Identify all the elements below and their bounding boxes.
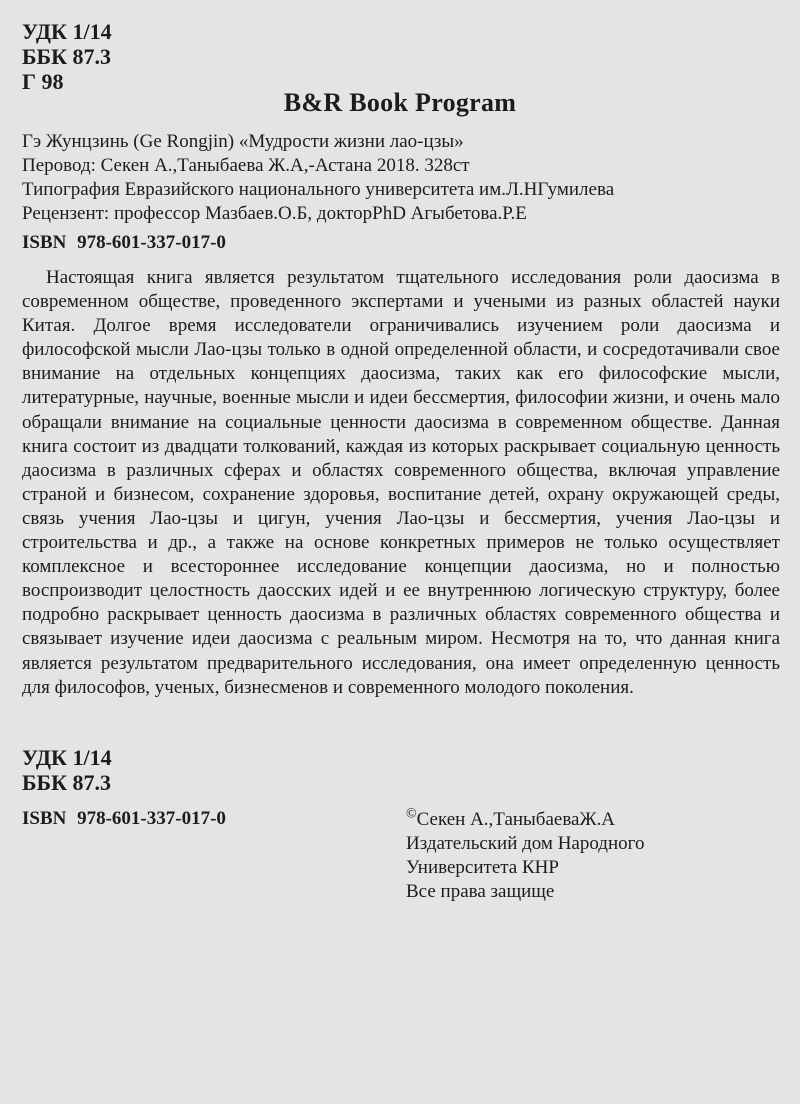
footer-classification-codes [22,745,112,795]
translation-line: Перовод: Секен А.,Таныбаева Ж.А,-Астана 2018. 328ст [22,155,470,176]
author-title-line: Гэ Жунцзинь (Ge Rongjin) «Мудрости жизни лао-цзы» [22,131,464,152]
footer-bbk-code: ББК 87.3 [22,770,112,795]
publisher-line: Издательский дом Народного [406,833,645,854]
copyright-holders: Секен А.,ТаныбаеваЖ.А [416,809,615,830]
udk-code: УДК 1/14 [22,19,112,44]
reviewer-line: Рецензент: профессор Мазбаев.О.Б, докторPhD Агыбетова.Р.Е [22,203,527,224]
copyright-sign: © [406,806,417,822]
footer-udk-code: УДК 1/14 [22,745,112,770]
classification-codes [22,19,112,94]
publisher-university-line: Университета КНР [406,857,559,878]
author-mark: Г 98 [22,69,64,94]
isbn: ISBN 978-601-337-017-0 [22,232,226,253]
abstract-paragraph: Настоящая книга является результатом тщательного исследования роли даосизма в современном обществе, проведенного экспертами и учеными из разных областей науки Китая. Долгое время исследователи ограничивались изучением роли даосизма и философской мысли Лао-цзы только в одной определенной области, и сосредотачивали свое внимание на отдельных концепциях даосизма, таких как его философские мысли, литературные, научные, военные мысли и идеи бессмертия, философии жизни, и очень мало обращали внимание на социальные ценности даосизма в современном обществе. Данная книга состоит из двадцати толкований, каждая из которых раскрывает социальную ценность даосизма в различных сферах и областях современного общества, включая управление страной и бизнесом, сохранение здоровья, воспитание детей, охрану окружающей среды, связь учения Лао-цзы и цигун, учения Лао-цзы и бессмертия, учения Лао-цзы и строительства и др., а также на основе конкретных примеров не только осуществляет комплексное и всестороннее исследование концепции даосизма, но и полностью воспроизводит целостность даосских идей и ее внутреннюю логическую структуру, более подробно раскрывает ценность даосизма в различных областях современного общества и связывает изучение идеи даосизма с реальным миром. Несмотря на то, что данная книга является результатом предварительного исследования, она имеет определенную ценность для философов, ученых, бизнесменов и современного молодого поколения. [22,267,780,698]
rights-line: Все права защище [406,881,555,902]
footer-isbn: ISBN 978-601-337-017-0 [22,808,226,829]
bbk-code: ББК 87.3 [22,44,112,69]
printing-house-line: Типография Евразийского национального университета им.Л.НГумилева [22,179,615,200]
page-title: B&R Book Program [283,88,517,117]
bibliographic-info [22,130,614,226]
copyright-block [406,808,644,904]
